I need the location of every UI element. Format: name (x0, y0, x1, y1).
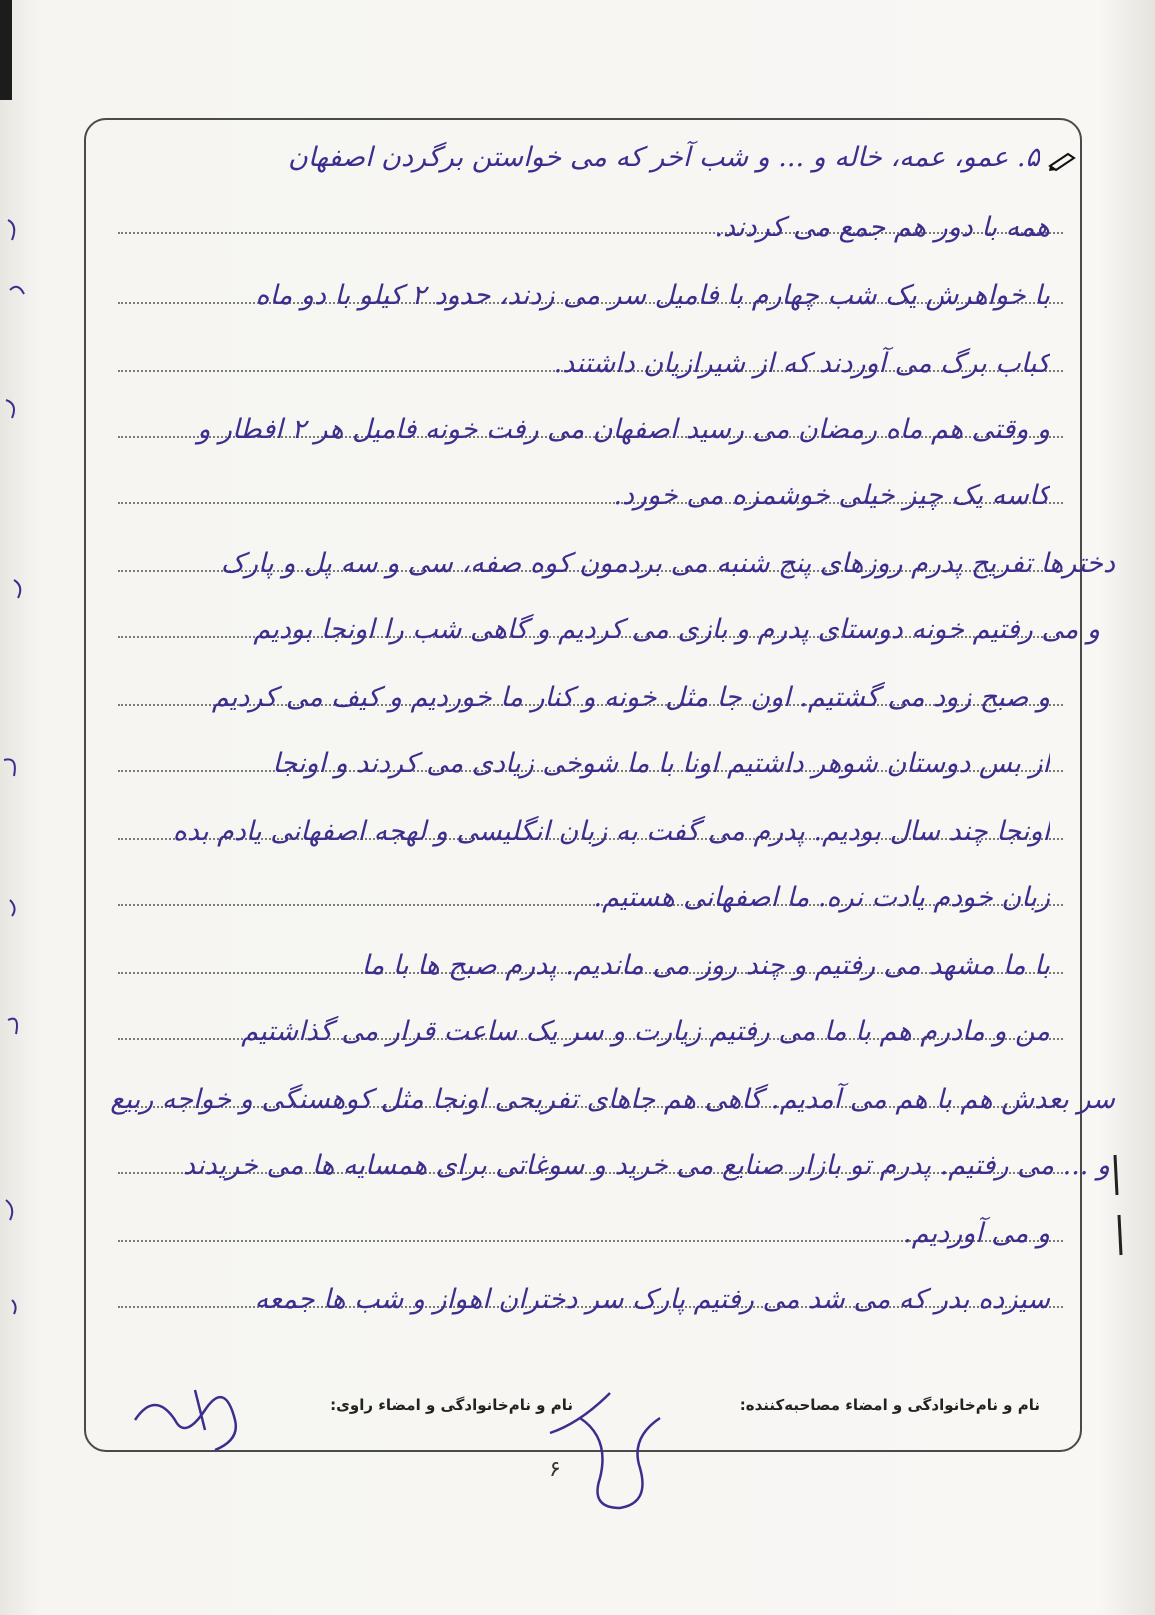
handwritten-line: سر بعدش هم با هم می آمدیم. گاهی هم جاهای تفریحی اونجا مثل کوهسنگی و خواجه ربیع (110, 1084, 1115, 1115)
handwritten-line: با ما مشهد می رفتیم و چند روز می ماندیم. پدرم صبح ها با ما (361, 950, 1050, 981)
handwritten-line: کباب برگ می آوردند که از شیرازیان داشتند. (553, 348, 1050, 379)
handwritten-line: زبان خودم یادت نره. ما اصفهانی هستیم. (593, 882, 1050, 913)
handwritten-line: دخترها تفریح پدرم روزهای پنج شنبه می بردمون کوه صفه، سی و سه پل و پارک (220, 548, 1115, 579)
handwritten-line: و وقتی هم ماه رمضان می رسید اصفهان می رفت خونه فامیل هر ۲ افطار و (197, 414, 1050, 445)
pen-icon (1048, 150, 1076, 172)
left-margin-scribbles (0, 200, 40, 1400)
handwritten-line: اونجا چند سال بودیم. پدرم می گفت به زبان انگلیسی و لهجه اصفهانی یادم بده (172, 816, 1050, 847)
handwritten-line: همه با دور هم جمع می کردند. (714, 212, 1050, 243)
page-number: ۶ (549, 1457, 561, 1482)
handwritten-line: سیزده بدر که می شد می رفتیم پارک سر دختران اهواز و شب ها جمعه (254, 1284, 1050, 1315)
handwritten-line: و می آوردیم. (903, 1218, 1050, 1249)
narrator-signature (125, 1380, 265, 1460)
interviewer-signature (540, 1388, 680, 1518)
handwritten-line: و می رفتیم خونه دوستای پدرم و بازی می کردیم و گاهی شب را اونجا بودیم (253, 614, 1100, 645)
binding-edge (0, 0, 12, 100)
handwritten-line: کاسه یک چیز خیلی خوشمزه می خورد. (613, 480, 1050, 511)
handwritten-line: و ... می رفتیم. پدرم تو بازار صنایع می خرید و سوغاتی برای همسایه ها می خریدند (182, 1150, 1110, 1181)
handwritten-line: من و مادرم هم با ما می رفتیم زیارت و سر یک ساعت قرار می گذاشتیم (241, 1016, 1050, 1047)
handwritten-line: و صبح زود می گشتیم. اون جا مثل خونه و کنار ما خوردیم و کیف می کردیم (211, 682, 1050, 713)
handwritten-line: ۵. عمو، عمه، خاله و ... و شب آخر که می خواستن برگردن اصفهان (288, 142, 1040, 173)
handwritten-line: از بس دوستان شوهر داشتیم اونا با ما شوخی زیادی می کردند و اونجا (272, 748, 1050, 779)
interviewer-signature-label: نام و نام‌خانوادگی و امضاء مصاحبه‌کننده: (739, 1396, 1040, 1414)
narrator-signature-label: نام و نام‌خانوادگی و امضاء راوی: (330, 1396, 573, 1414)
handwritten-line: با خواهرش یک شب چهارم با فامیل سر می زدند، حدود ۲ کیلو با دو ماه (255, 280, 1050, 311)
